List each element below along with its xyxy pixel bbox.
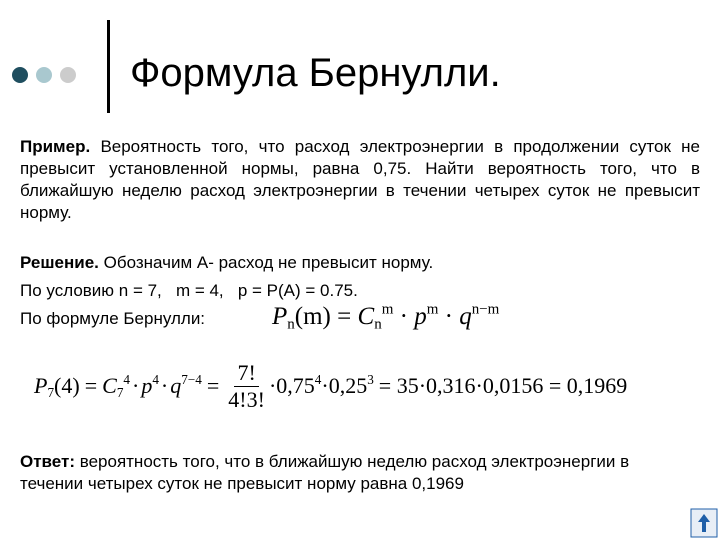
solution-text: Обозначим А- расход не превысит норму. — [103, 253, 434, 272]
solution-label: Решение. — [20, 253, 99, 272]
answer-label: Ответ: — [20, 452, 75, 471]
solution-line — [20, 249, 700, 277]
title-divider — [107, 20, 110, 113]
answer-paragraph — [20, 451, 680, 495]
example-label: Пример. — [20, 137, 91, 156]
condition-line: По условию n = 7, m = 4, p = P(A) = 0.75. — [20, 281, 358, 300]
formula-intro: По формуле Бернулли: — [20, 309, 206, 328]
title-dots — [12, 67, 76, 83]
bernoulli-formula-numeric: $P_7(4)$ = $C_7^4$ · $p^4$ · $q^{7-4}$ = $\frac{7!}{4!3!}$ · 0,75$^4$ · 0,25$^3$ = 35·0,316·0,0156 = 0,1969 — [34, 359, 628, 412]
answer-text: вероятность того, что в ближайшую неделю расход электроэнергии в течении четырех суток не превысит норму равна 0,1969 — [20, 452, 630, 493]
example-text: Вероятность того, что расход электроэнергии в продолжении суток не превысит установленной нормы, равна 0,75. Найти вероятность того, что в ближайшую неделю расход электроэнергии в течении четырех суток не превысит норму. — [20, 137, 700, 222]
factorial-fraction: $\frac{7!}{4!3!}$ — [228, 359, 265, 412]
example-paragraph — [20, 136, 700, 224]
dot-light — [60, 67, 76, 83]
dot-dark — [12, 67, 28, 83]
return-arrow-icon[interactable] — [690, 508, 718, 538]
slide-title: Формула Бернулли. — [130, 51, 501, 95]
bernoulli-formula-general: $P_n(m) = C_n^m \cdot p^m \cdot q^{n-m}$ — [272, 301, 500, 333]
dot-mid — [36, 67, 52, 83]
